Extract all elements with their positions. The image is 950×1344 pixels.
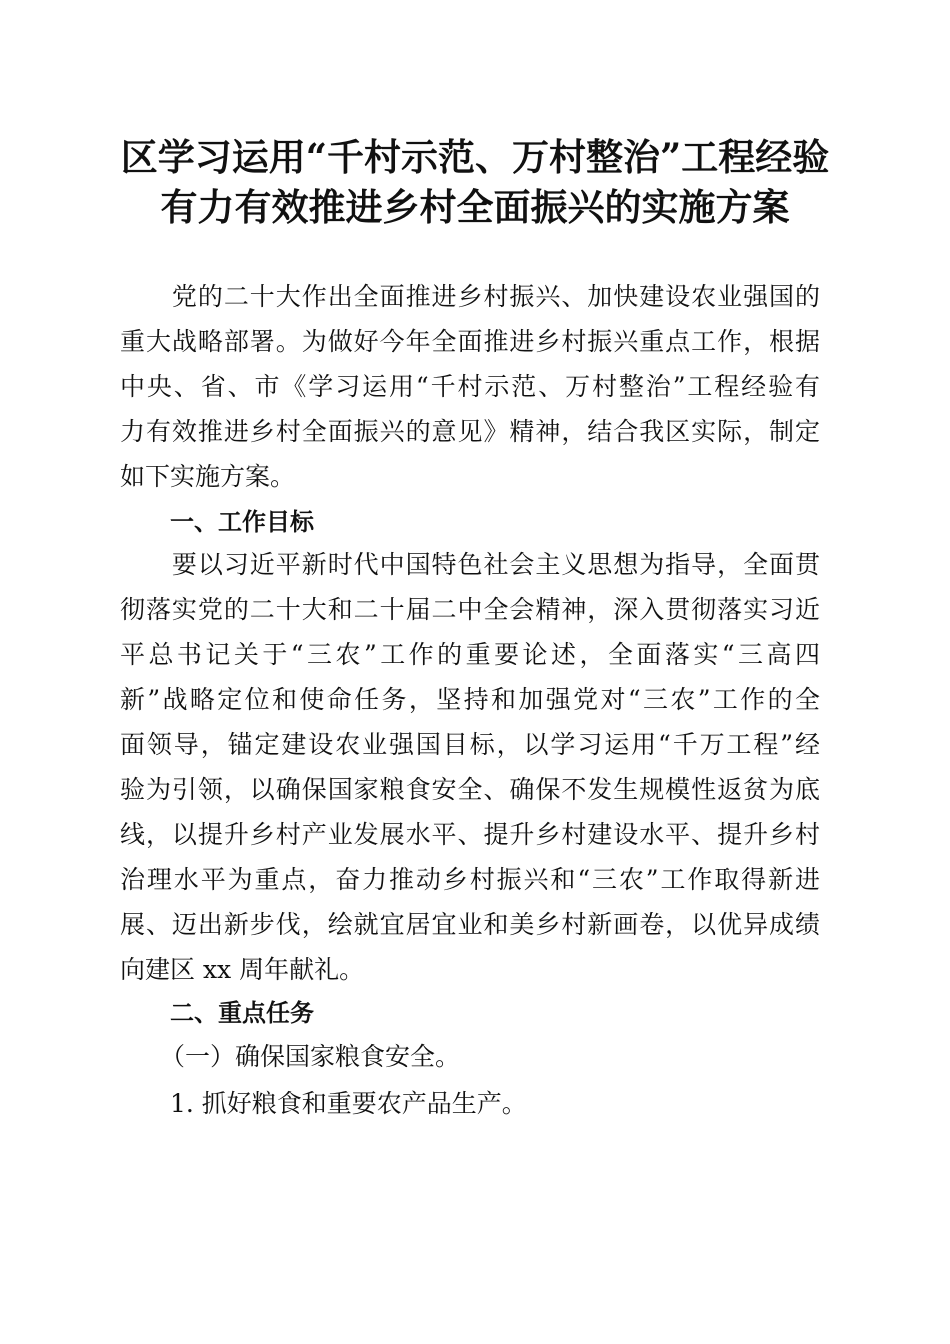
section-1-line-4: 新”战略定位和使命任务，坚持和加强党对“三农”工作的全: [120, 685, 820, 714]
intro-line-2: 重大战略部署。为做好今年全面推进乡村振兴重点工作，根据: [120, 327, 820, 356]
section-2-subheading: （一）确保国家粮食安全。: [160, 1042, 461, 1071]
section-1-line-5: 面领导，锚定建设农业强国目标，以学习运用“千万工程”经: [120, 730, 820, 759]
section-2-item-1: 1. 抓好粮食和重要农产品生产。: [170, 1089, 527, 1118]
document-title-line-1: 区学习运用“千村示范、万村整治”工程经验: [120, 135, 830, 179]
intro-line-1: 党的二十大作出全面推进乡村振兴、加快建设农业强国的: [120, 282, 820, 311]
intro-line-4: 力有效推进乡村全面振兴的意见》精神，结合我区实际，制定: [120, 417, 820, 446]
intro-line-3: 中央、省、市《学习运用“千村示范、万村整治”工程经验有: [120, 372, 820, 401]
section-1-line-6: 验为引领，以确保国家粮食安全、确保不发生规模性返贫为底: [120, 775, 820, 804]
section-1-line-1: 要以习近平新时代中国特色社会主义思想为指导，全面贯: [120, 550, 820, 579]
section-1-line-8: 治理水平为重点，奋力推动乡村振兴和“三农”工作取得新进: [120, 865, 820, 894]
section-1-line-3: 平总书记关于“三农”工作的重要论述，全面落实“三高四: [120, 640, 820, 669]
section-1-line-9: 展、迈出新步伐，绘就宜居宜业和美乡村新画卷，以优异成绩: [120, 910, 820, 939]
document-title-line-2: 有力有效推进乡村全面振兴的实施方案: [160, 185, 790, 229]
section-2-heading: 二、重点任务: [170, 999, 314, 1027]
intro-line-5: 如下实施方案。: [120, 462, 296, 491]
section-1-line-2: 彻落实党的二十大和二十届二中全会精神，深入贯彻落实习近: [120, 595, 820, 624]
section-1-line-10: 向建区 xx 周年献礼。: [120, 955, 365, 984]
section-1-line-7: 线，以提升乡村产业发展水平、提升乡村建设水平、提升乡村: [120, 820, 820, 849]
section-1-heading: 一、工作目标: [170, 508, 314, 536]
